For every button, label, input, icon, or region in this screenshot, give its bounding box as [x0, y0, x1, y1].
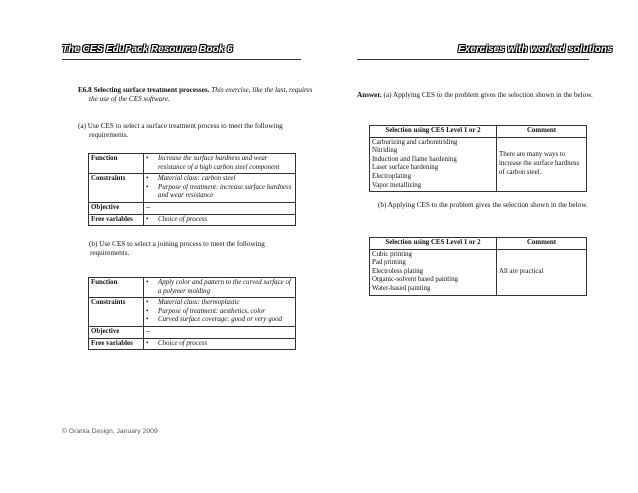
table-row — [89, 202, 296, 214]
bullet-icon: • — [146, 155, 149, 162]
constraint-1: Material class: thermoplastic — [158, 299, 240, 307]
constraints-cell — [144, 174, 296, 203]
table-row — [89, 338, 296, 350]
answer-part-a: (a) Applying CES to the problem gives the selection shown in the below. — [383, 91, 593, 99]
exercise-heading — [78, 86, 319, 105]
function-value-cell — [144, 278, 296, 298]
list-item: Water-based painting — [372, 284, 431, 292]
constraints-label: Constraints — [89, 298, 144, 327]
constraints-label: Constraints — [89, 174, 144, 203]
selection-list — [370, 249, 497, 295]
list-item: Cubic printing — [372, 250, 413, 258]
table-header-row — [370, 126, 587, 138]
free-variables-value: Choice of process — [158, 215, 208, 223]
list-item: Laser surface hardening — [372, 164, 439, 172]
list-item: Electroplating — [372, 172, 412, 180]
free-variables-label: Free variables — [89, 214, 144, 226]
bullet-icon: • — [146, 215, 149, 223]
exercise-intro: This exercise, like the last, requires the use of the CES software. — [89, 86, 313, 104]
header-left-title: The CES EduPack Resource Book 6 — [62, 44, 233, 55]
bullet-icon: • — [146, 339, 149, 347]
function-value: Apply color and pattern to the curved surface of a polymer molding — [158, 279, 291, 295]
selection-list — [370, 137, 497, 192]
constraints-cell — [144, 298, 296, 327]
results-table-b — [369, 237, 587, 296]
answer-part-a-para — [357, 91, 600, 100]
free-variables-label: Free variables — [89, 338, 144, 350]
column-header-comment: Comment — [497, 126, 587, 138]
function-label: Function — [89, 278, 144, 298]
table-header-row — [370, 238, 587, 250]
requirements-table-a — [88, 153, 296, 226]
table-row — [89, 214, 296, 226]
objective-label: Objective — [89, 202, 144, 214]
function-value: Increase the surface hardness and wear resistance of a high carbon steel component — [158, 155, 280, 171]
objective-value: -- — [144, 202, 296, 214]
table-row — [89, 154, 296, 174]
comment-cell: All are practical — [497, 249, 587, 295]
bullet-icon: • — [146, 279, 149, 286]
exercise-title: E6.8 Selecting surface treatment processes. — [78, 86, 210, 94]
bullet-icon: • — [146, 316, 149, 324]
free-variables-cell — [144, 214, 296, 226]
footer-copyright: © Granta Design, January 2009 — [62, 428, 158, 435]
free-variables-cell — [144, 338, 296, 350]
constraint-2: Purpose of treatment: aesthetics, color — [158, 307, 266, 315]
table-row — [89, 174, 296, 203]
bullet-icon: • — [146, 307, 149, 315]
list-item: Induction and flame hardening — [372, 155, 457, 163]
objective-value: -- — [144, 326, 296, 338]
constraint-3: Curved surface coverage: good or very good — [158, 316, 282, 324]
bullet-icon: • — [146, 299, 149, 307]
bullet-icon: • — [146, 175, 149, 183]
list-item: Carburizing and carbonitriding — [372, 138, 458, 146]
results-table-a — [369, 125, 587, 192]
column-header-comment: Comment — [497, 238, 587, 250]
function-label: Function — [89, 154, 144, 174]
objective-label: Objective — [89, 326, 144, 338]
table-row — [89, 326, 296, 338]
bullet-icon: • — [146, 183, 149, 191]
free-variables-value: Choice of process — [158, 339, 208, 347]
answer-label: Answer. — [357, 91, 382, 99]
answer-part-b: (b) Applying CES to the problem gives the selection shown in the below. — [378, 201, 588, 209]
comment-cell: There are many ways to increase the surface hardness of carbon steel. — [497, 137, 587, 192]
header-rule-left — [62, 59, 301, 60]
constraint-1: Material class: carbon steel — [158, 175, 236, 183]
table-row — [370, 249, 587, 295]
list-item: Electroless plating — [372, 267, 424, 275]
header-rule-right — [357, 59, 589, 60]
exercise-part-a: (a) Use CES to select a surface treatment process to meet the following requirements. — [78, 122, 283, 140]
exercise-part-b: (b) Use CES to select a joining process to meet the following requirements. — [89, 240, 265, 258]
list-item: Nitriding — [372, 147, 398, 155]
column-header-selection: Selection using CES Level 1 or 2 — [370, 126, 497, 138]
table-row — [89, 298, 296, 327]
requirements-table-b — [88, 277, 296, 350]
list-item: Vapor metallizing — [372, 181, 422, 189]
header-right-title: Exercises with worked solutions — [458, 44, 613, 55]
table-row — [370, 137, 587, 192]
function-value-cell — [144, 154, 296, 174]
constraint-2: Purpose of treatment: increase surface hardness and wear resistance — [158, 183, 292, 200]
list-item: Organic-solvent based painting — [372, 276, 458, 284]
list-item: Pad printing — [372, 259, 406, 267]
table-row — [89, 278, 296, 298]
column-header-selection: Selection using CES Level 1 or 2 — [370, 238, 497, 250]
